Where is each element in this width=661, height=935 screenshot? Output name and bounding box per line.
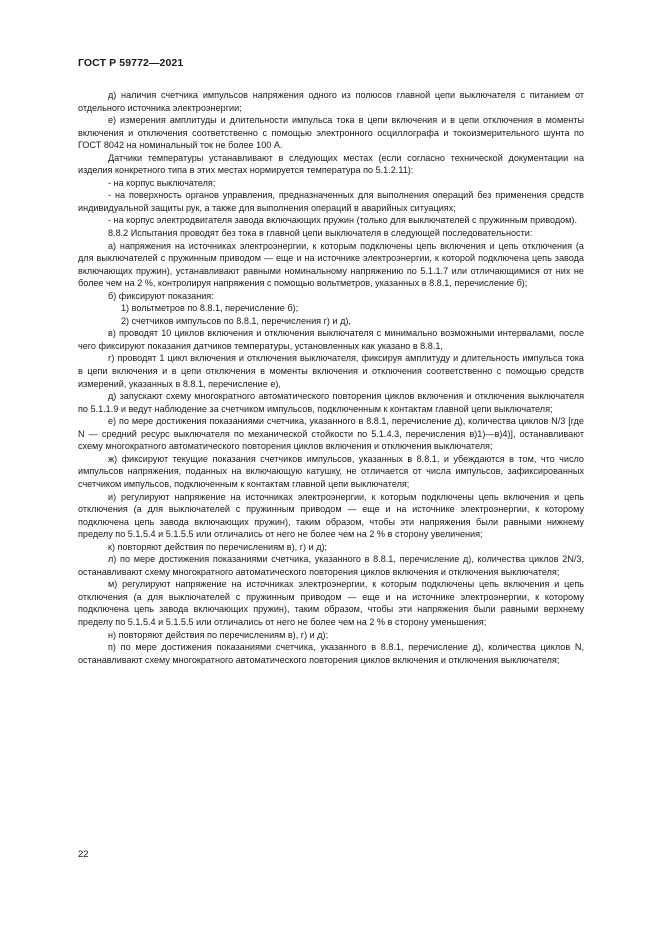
paragraph: г) проводят 1 цикл включения и отключения выключателя, фиксируя амплитуду и длительность импульса тока в цепи включения и в цепи отключения в моменты включения и отключения соответственно с помощью средств измерений, указанных в 8.8.1, перечисление е), [78,353,584,389]
paragraph: в) проводят 10 циклов включения и отключения выключателя с минимально возможными интервалами, после чего фиксируют показания датчиков температуры, установленных как указано в 8.8.1, [78,328,584,351]
page-number: 22 [78,849,89,860]
paragraph: м) регулируют напряжение на источниках электроэнергии, к которым подключены цепь включения и цепь отключения (а для выключателей с пружинным приводом — еще и на источнике электроэнергии, к которому подключена цепь завода включающих пружин), таким образом, чтобы эти напряжения были равными верхнему пределу по 5.1.5.4 и 5.1.5.5 или отличались от него не более чем на 2 % в сторону уменьшения; [78,579,584,627]
paragraph: к) повторяют действия по перечислениям в), г) и д); [108,541,328,552]
paragraph: д) запускают схему многократного автоматического повторения циклов включения и отключения выключателя по 5.1.1.9 и ведут наблюдение за счетчиком импульсов, подключенным к контактам главной цепи выключателя; [78,391,584,414]
paragraph: а) напряжения на источниках электроэнергии, к которым подключены цепь включения и цепь отключения (а для выключателей с пружинным приводом — еще и на источнике электроэнергии, к которой подключена цепь завода включающих пружин), устанавливают равными номинальному напряжению по 5.1.1.7 или отличающимися от них не более чем на 2 %, контролируя напряжения с помощью вольтметров, указанных в 8.8.1, перечисление б); [78,240,584,289]
paragraph: 8.8.2 Испытания проводят без тока в главной цепи выключателя в следующей последовательности: [108,228,533,239]
paragraph: 1) вольтметров по 8.8.1, перечисление б); [121,303,299,314]
paragraph: - на корпус электродвигателя завода включающих пружин (только для выключателей с пружинным приводом). [108,215,577,226]
paragraph: ж) фиксируют текущие показания счетчиков импульсов, указанных в 8.8.1, и убеждаются в том, что число импульсов напряжения, поданных на включающую катушку, не отличается от числа импульсов, зафиксированных счетчиком импульсов, подключенным к контактам главной цепи выключателя; [78,453,584,489]
paragraph: л) по мере достижения показаниями счетчика, указанного в 8.8.1, перечисление д), количества циклов 2N/3, останавливают схему многократного автоматического повторения циклов включения и отключения выключателя; [78,554,584,577]
paragraph: е) измерения амплитуды и длительности импульса тока в цепи включения и в цепи отключения в моменты включения и отключения соответственно с помощью электронного осциллографа и токоизмерительного шунта по ГОСТ 8042 на номинальный ток не более 100 А. [78,115,584,151]
paragraph: д) наличия счетчика импульсов напряжения одного из полюсов главной цепи выключателя с питанием от отдельного источника электроэнергии; [78,90,584,113]
paragraph: Датчики температуры устанавливают в следующих местах (если согласно технической документации на изделия конкретного типа в этих местах нормируется температура по 5.1.2.11): [78,152,584,176]
document-body [78,89,584,666]
paragraph: п) по мере достижения показаниями счетчика, указанного в 8.8.1, перечисление д), количества циклов N, останавливают схему многократного автоматического повторения циклов включения и отключения выключателя; [78,642,584,665]
document-header: ГОСТ Р 59772—2021 [78,57,184,69]
paragraph: 2) счетчиков импульсов по 8.8.1, перечисления г) и д), [121,315,351,326]
paragraph: е) по мере достижения показаниями счетчика, указанного в 8.8.1, перечисление д), количества циклов N/3 [где N — средний ресурс выключателя по механической стойкости по 5.1.4.3, перечисления в)1)—в)4)], останавливают схему многократного автоматического повторения циклов включения и отключения выключателя; [78,416,584,452]
paragraph: - на поверхность органов управления, предназначенных для выполнения операций без применения средств индивидуальной защиты рук, а также для выполнения операций в аварийных ситуациях; [78,190,584,213]
paragraph: - на корпус выключателя; [108,177,216,188]
paragraph: н) повторяют действия по перечислениям в), г) и д); [108,629,329,640]
paragraph: б) фиксируют показания: [108,290,214,301]
paragraph: и) регулируют напряжение на источниках электроэнергии, к которым подключены цепь включения и цепь отключения (а для выключателей с пружинным приводом — еще и на источнике электроэнергии, к которому подключена цепь завода включающих пружин), таким образом, чтобы эти напряжения были равными нижнему пределу по 5.1.5.4 и 5.1.5.5 или отличались от него не более чем на 2 % в сторону увеличения; [78,491,584,540]
